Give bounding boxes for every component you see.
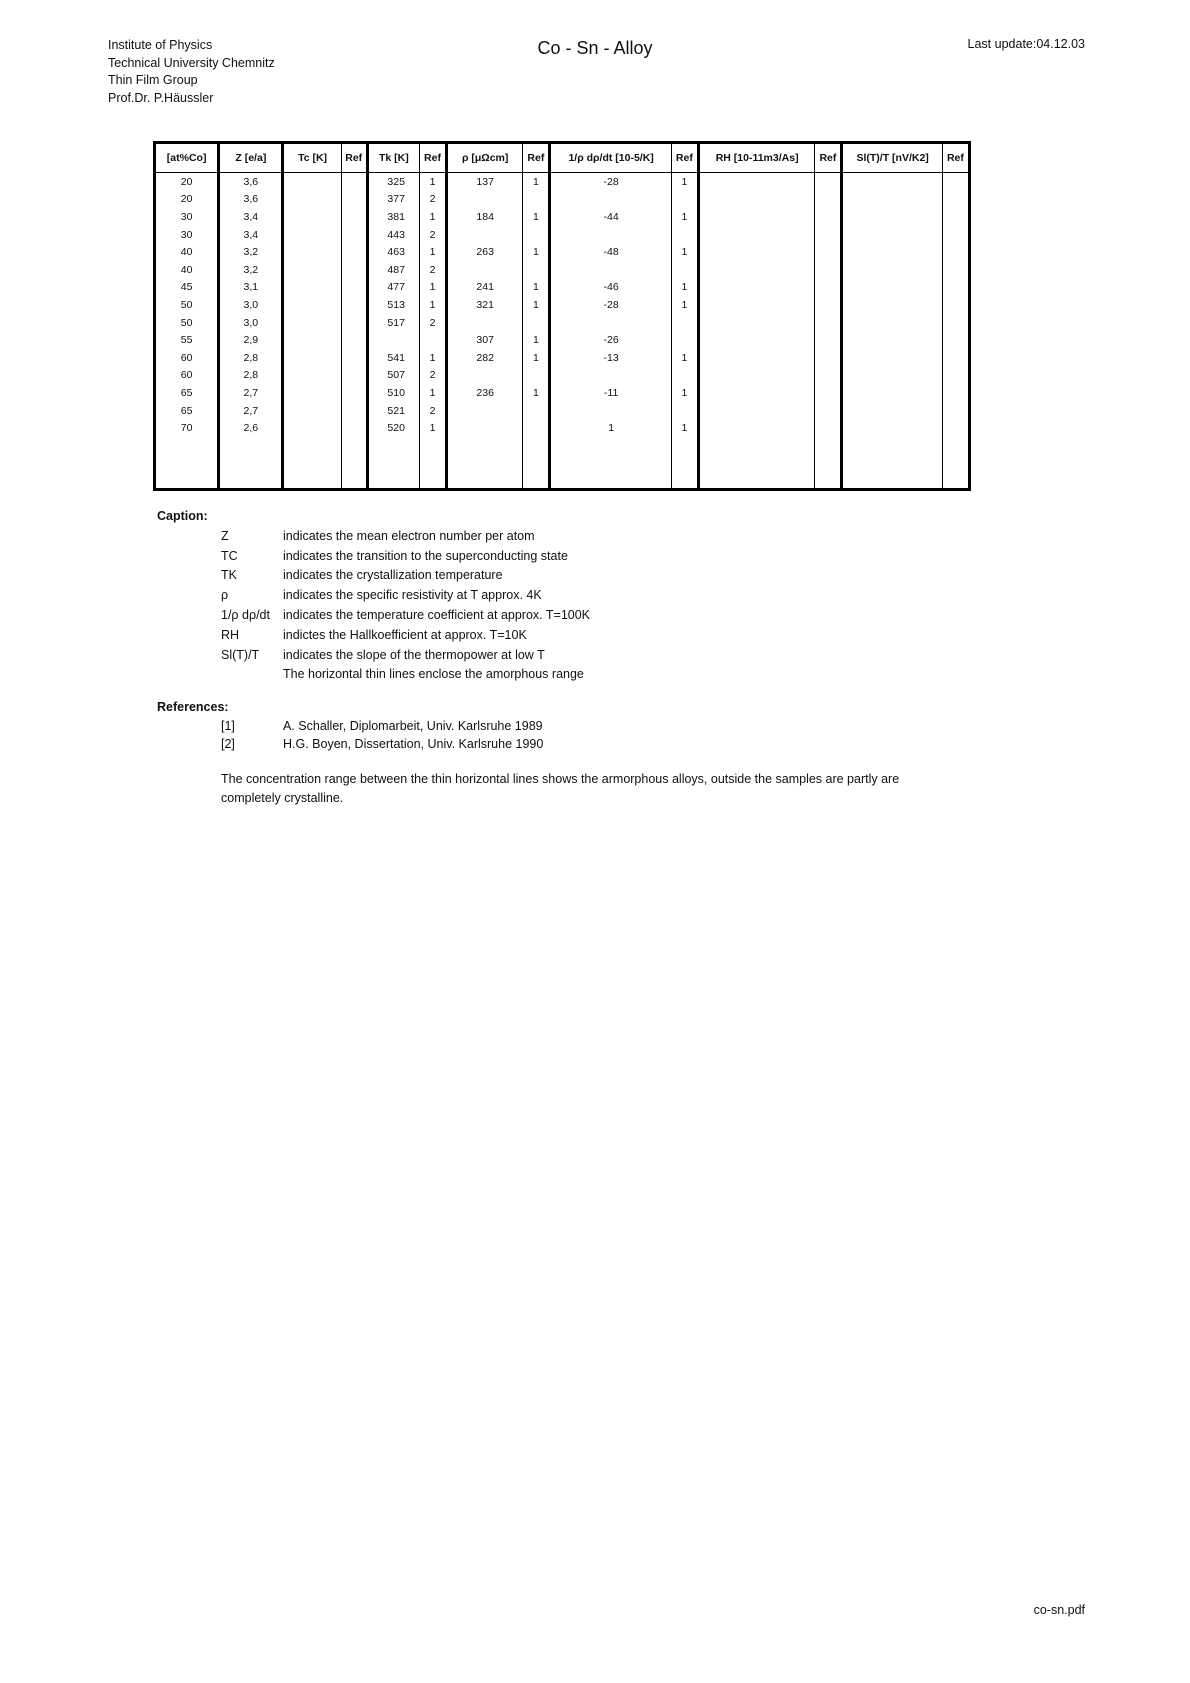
table-cell [341, 208, 367, 226]
table-cell: 307 [447, 331, 523, 349]
caption-item [221, 526, 590, 546]
table-cell [698, 419, 814, 437]
table-empty-cell [219, 437, 283, 490]
table-cell: 40 [155, 243, 219, 261]
table-cell [698, 208, 814, 226]
table-cell [698, 367, 814, 385]
table-cell: 50 [155, 296, 219, 314]
table-cell: 2 [419, 314, 446, 332]
table-cell [523, 402, 550, 420]
table-cell: 20 [155, 191, 219, 209]
table-cell [447, 261, 523, 279]
table-cell [842, 419, 942, 437]
table-cell [447, 419, 523, 437]
caption-text: The horizontal thin lines enclose the amorphous range [283, 667, 584, 682]
table-cell [671, 402, 698, 420]
table-cell: 2,6 [219, 419, 283, 437]
caption-item [221, 546, 590, 566]
table-cell: 517 [367, 314, 419, 332]
table-cell: 20 [155, 173, 219, 191]
title-text: Co - Sn - Alloy [537, 38, 653, 58]
table-cell [842, 384, 942, 402]
table-cell: -48 [550, 243, 671, 261]
table-cell [698, 296, 814, 314]
table-cell [341, 226, 367, 244]
table-row [155, 261, 970, 279]
table-cell: 1 [671, 349, 698, 367]
table-row [155, 367, 970, 385]
table-cell [283, 191, 341, 209]
col-header: Ref [419, 143, 446, 173]
caption-text: indicates the specific resistivity at T approx. 4K [283, 588, 542, 603]
table-empty-cell [842, 437, 942, 490]
properties-table [153, 141, 971, 491]
table-cell [942, 402, 969, 420]
table-cell [815, 243, 842, 261]
col-header: Tk [K] [367, 143, 419, 173]
table-cell [550, 314, 671, 332]
table-cell [942, 173, 969, 191]
table-cell [942, 261, 969, 279]
table-filler-row [155, 437, 970, 490]
table-cell [283, 384, 341, 402]
table-cell [341, 279, 367, 297]
table-cell [341, 349, 367, 367]
table-cell [550, 261, 671, 279]
table-cell [842, 367, 942, 385]
table-cell: 236 [447, 384, 523, 402]
table-cell [815, 296, 842, 314]
table-cell: 3,2 [219, 261, 283, 279]
table-cell: 3,0 [219, 314, 283, 332]
table-cell: 1 [523, 349, 550, 367]
table-cell: 2 [419, 191, 446, 209]
table-cell [447, 226, 523, 244]
col-header: Ref [942, 143, 969, 173]
caption-symbol: ρ [221, 588, 229, 603]
table-cell: 1 [671, 208, 698, 226]
table-cell [283, 349, 341, 367]
caption-item [221, 566, 590, 586]
institution-line: Institute of Physics [108, 38, 213, 52]
col-header: Sl(T)/T [nV/K2] [842, 143, 942, 173]
table-cell [523, 314, 550, 332]
col-header: Z [e/a] [219, 143, 283, 173]
table-cell [550, 191, 671, 209]
table-cell: 1 [671, 173, 698, 191]
table-cell: 1 [671, 384, 698, 402]
table-cell: 1 [671, 296, 698, 314]
table-empty-cell [942, 437, 969, 490]
table-cell: 3,6 [219, 191, 283, 209]
table-row [155, 384, 970, 402]
table-cell [523, 191, 550, 209]
table-cell [283, 331, 341, 349]
table-cell: 510 [367, 384, 419, 402]
table-cell: 1 [419, 384, 446, 402]
table-cell [842, 296, 942, 314]
table-cell [698, 191, 814, 209]
table-cell [283, 279, 341, 297]
col-header: Ref [341, 143, 367, 173]
table-cell: 50 [155, 314, 219, 332]
table-cell [341, 296, 367, 314]
table-cell: 1 [523, 243, 550, 261]
table-cell [550, 367, 671, 385]
table-cell [942, 279, 969, 297]
table-cell [942, 243, 969, 261]
table-cell: 1 [523, 331, 550, 349]
caption-item [221, 665, 590, 685]
table-cell [942, 419, 969, 437]
table-cell [698, 279, 814, 297]
table-cell: 184 [447, 208, 523, 226]
table-cell: 1 [550, 419, 671, 437]
reference-label: [1] [221, 719, 235, 733]
table-cell: 241 [447, 279, 523, 297]
table-cell: 3,0 [219, 296, 283, 314]
table-empty-cell [523, 437, 550, 490]
table-cell: 521 [367, 402, 419, 420]
table-cell [942, 191, 969, 209]
table-empty-cell [550, 437, 671, 490]
table-cell [283, 419, 341, 437]
col-header: Tc [K] [283, 143, 341, 173]
table-cell [942, 331, 969, 349]
table-row [155, 419, 970, 437]
table-cell [447, 314, 523, 332]
table-row [155, 226, 970, 244]
table-cell [815, 208, 842, 226]
reference-text: H.G. Boyen, Dissertation, Univ. Karlsruhe 1990 [283, 737, 544, 751]
table-cell: 1 [419, 173, 446, 191]
table-cell: 377 [367, 191, 419, 209]
table-cell: -44 [550, 208, 671, 226]
reference-item [221, 735, 543, 753]
col-header: Ref [815, 143, 842, 173]
table-cell: 70 [155, 419, 219, 437]
table-row [155, 173, 970, 191]
col-header: ρ [μΩcm] [447, 143, 523, 173]
col-header: Ref [523, 143, 550, 173]
table-cell: 325 [367, 173, 419, 191]
caption-text: indicates the mean electron number per atom [283, 528, 535, 543]
caption-item [221, 645, 590, 665]
table-cell [815, 226, 842, 244]
table-cell [523, 226, 550, 244]
table-cell [842, 261, 942, 279]
table-cell: 1 [419, 208, 446, 226]
table-cell [698, 384, 814, 402]
table-row [155, 296, 970, 314]
table-row [155, 191, 970, 209]
table-cell [283, 173, 341, 191]
table-row [155, 402, 970, 420]
table-cell: 3,2 [219, 243, 283, 261]
table-cell [942, 226, 969, 244]
table-cell [842, 226, 942, 244]
table-row [155, 349, 970, 367]
table-cell [341, 314, 367, 332]
institution-line: Technical University Chemnitz [108, 55, 275, 70]
table-cell: 2 [419, 226, 446, 244]
table-cell: 2 [419, 367, 446, 385]
table-cell: 2,7 [219, 402, 283, 420]
table-cell [283, 402, 341, 420]
table-cell [283, 261, 341, 279]
table-cell [283, 296, 341, 314]
institution-line: Prof.Dr. P.Häussler [108, 90, 214, 105]
table-cell: 1 [523, 279, 550, 297]
table-cell: 507 [367, 367, 419, 385]
table-cell: 263 [447, 243, 523, 261]
table-cell [815, 367, 842, 385]
table-cell: -13 [550, 349, 671, 367]
table-empty-cell [671, 437, 698, 490]
table-cell [842, 208, 942, 226]
col-header: [at%Co] [155, 143, 219, 173]
caption-item [221, 605, 590, 625]
table-cell: 513 [367, 296, 419, 314]
table-cell: 45 [155, 279, 219, 297]
table-cell: -46 [550, 279, 671, 297]
table-cell [815, 173, 842, 191]
table-cell: 1 [523, 208, 550, 226]
table-cell: 60 [155, 367, 219, 385]
table-cell [523, 419, 550, 437]
table-empty-cell [155, 437, 219, 490]
table-cell: 2,8 [219, 367, 283, 385]
table-cell: 3,4 [219, 208, 283, 226]
table-cell [341, 191, 367, 209]
table-cell: 3,1 [219, 279, 283, 297]
table-cell [842, 279, 942, 297]
table-cell [341, 261, 367, 279]
table-cell [550, 402, 671, 420]
caption-symbol: TC [221, 548, 238, 563]
table-empty-cell [283, 437, 341, 490]
table-cell [671, 367, 698, 385]
table-cell [842, 173, 942, 191]
table-cell: 1 [523, 173, 550, 191]
caption-text: indicates the transition to the superconducting state [283, 548, 568, 563]
table-header-row [155, 143, 970, 173]
table-cell: 1 [671, 419, 698, 437]
table-empty-cell [698, 437, 814, 490]
table-cell [341, 367, 367, 385]
caption-text: indicates the temperature coefficient at approx. T=100K [283, 608, 591, 623]
table-cell [842, 191, 942, 209]
table-cell: 1 [419, 279, 446, 297]
caption-list [221, 526, 590, 684]
table-cell [815, 331, 842, 349]
table-cell [341, 173, 367, 191]
table-cell [698, 173, 814, 191]
table-cell [341, 419, 367, 437]
table-cell [523, 367, 550, 385]
table-cell: 30 [155, 208, 219, 226]
table-cell [367, 331, 419, 349]
caption-item [221, 585, 590, 605]
table-cell [341, 384, 367, 402]
table-cell: 1 [419, 243, 446, 261]
table-cell [815, 279, 842, 297]
table-row [155, 208, 970, 226]
table-cell [671, 226, 698, 244]
references-heading: References: [157, 700, 229, 714]
table-cell: 60 [155, 349, 219, 367]
table-cell: 1 [671, 243, 698, 261]
table-empty-cell [367, 437, 419, 490]
table-cell: -26 [550, 331, 671, 349]
col-header: 1/ρ dρ/dt [10-5/K] [550, 143, 671, 173]
table-cell [942, 367, 969, 385]
table-cell: 282 [447, 349, 523, 367]
table-cell [698, 261, 814, 279]
table-cell [842, 243, 942, 261]
table-cell: 477 [367, 279, 419, 297]
table-cell [842, 331, 942, 349]
table-empty-cell [815, 437, 842, 490]
table-cell [671, 191, 698, 209]
table-cell: 381 [367, 208, 419, 226]
table-empty-cell [341, 437, 367, 490]
reference-label: [2] [221, 737, 235, 751]
footer-filename: co-sn.pdf [1033, 1603, 1085, 1617]
table-cell: -28 [550, 173, 671, 191]
table-cell: 321 [447, 296, 523, 314]
caption-item [221, 625, 590, 645]
table-cell: 443 [367, 226, 419, 244]
reference-text: A. Schaller, Diplomarbeit, Univ. Karlsruhe 1989 [283, 719, 543, 733]
caption-symbol: RH [221, 627, 240, 642]
table-cell: 487 [367, 261, 419, 279]
table-cell [283, 243, 341, 261]
table-cell [419, 331, 446, 349]
table-cell: 65 [155, 402, 219, 420]
caption-symbol: 1/ρ dρ/dt [221, 608, 270, 623]
table-cell: 65 [155, 384, 219, 402]
table-cell [815, 349, 842, 367]
table-cell [671, 261, 698, 279]
table-row [155, 314, 970, 332]
table-cell [341, 243, 367, 261]
table-cell [698, 243, 814, 261]
table-cell: 30 [155, 226, 219, 244]
table-cell [815, 402, 842, 420]
table-cell [815, 261, 842, 279]
table-row [155, 331, 970, 349]
table-cell [447, 367, 523, 385]
table-cell: 2,7 [219, 384, 283, 402]
table-cell [523, 261, 550, 279]
table-cell: 3,4 [219, 226, 283, 244]
table-cell: 1 [419, 419, 446, 437]
table-cell: 2 [419, 261, 446, 279]
table-cell: 463 [367, 243, 419, 261]
caption-heading: Caption: [157, 509, 208, 523]
table-cell [698, 331, 814, 349]
table-cell [671, 331, 698, 349]
table-cell [842, 314, 942, 332]
table-cell: -11 [550, 384, 671, 402]
col-header: RH [10-11m3/As] [698, 143, 814, 173]
table-cell [842, 402, 942, 420]
reference-item [221, 717, 543, 735]
table-cell: 3,6 [219, 173, 283, 191]
table-cell [550, 226, 671, 244]
caption-text: indicates the slope of the thermopower at low T [283, 647, 545, 662]
table-cell [815, 384, 842, 402]
table-cell [283, 208, 341, 226]
table-cell [283, 367, 341, 385]
table-cell: 1 [419, 296, 446, 314]
table-cell [698, 402, 814, 420]
caption-symbol: Sl(T)/T [221, 647, 260, 662]
caption-text: indictes the Hallkoefficient at approx. T=10K [283, 627, 527, 642]
table-cell [942, 349, 969, 367]
caption-text: indicates the crystallization temperature [283, 568, 503, 583]
table-cell [447, 191, 523, 209]
caption-symbol: TK [221, 568, 237, 583]
amorphous-note: The concentration range between the thin horizontal lines shows the armorphous alloys, outside the samples are partly are completely crystalline. [221, 772, 900, 805]
table-cell: 1 [523, 296, 550, 314]
table-cell: 40 [155, 261, 219, 279]
table-cell [698, 314, 814, 332]
table-empty-cell [419, 437, 446, 490]
table-cell: 137 [447, 173, 523, 191]
institution-line: Thin Film Group [108, 73, 198, 87]
table-cell [942, 314, 969, 332]
col-header: Ref [671, 143, 698, 173]
table-empty-cell [447, 437, 523, 490]
table-cell: 520 [367, 419, 419, 437]
table-cell: 541 [367, 349, 419, 367]
table-cell [942, 384, 969, 402]
table-cell: 55 [155, 331, 219, 349]
table-cell: 1 [419, 349, 446, 367]
table-row [155, 279, 970, 297]
table-cell: 2 [419, 402, 446, 420]
table-cell [283, 314, 341, 332]
table-cell [815, 191, 842, 209]
table-cell [942, 296, 969, 314]
table-cell [698, 349, 814, 367]
table-cell [842, 349, 942, 367]
table-cell: 2,8 [219, 349, 283, 367]
table-cell: 1 [523, 384, 550, 402]
table-row [155, 243, 970, 261]
table-cell: -28 [550, 296, 671, 314]
table-cell [341, 402, 367, 420]
table-cell [698, 226, 814, 244]
caption-symbol: Z [221, 528, 229, 543]
table-cell: 1 [671, 279, 698, 297]
table-cell: 2,9 [219, 331, 283, 349]
table-cell [815, 419, 842, 437]
last-update: Last update:04.12.03 [967, 37, 1085, 51]
table-cell [341, 331, 367, 349]
table-cell [942, 208, 969, 226]
table-cell [815, 314, 842, 332]
table-cell [447, 402, 523, 420]
table-cell [671, 314, 698, 332]
table-cell [283, 226, 341, 244]
references-list [221, 717, 543, 753]
